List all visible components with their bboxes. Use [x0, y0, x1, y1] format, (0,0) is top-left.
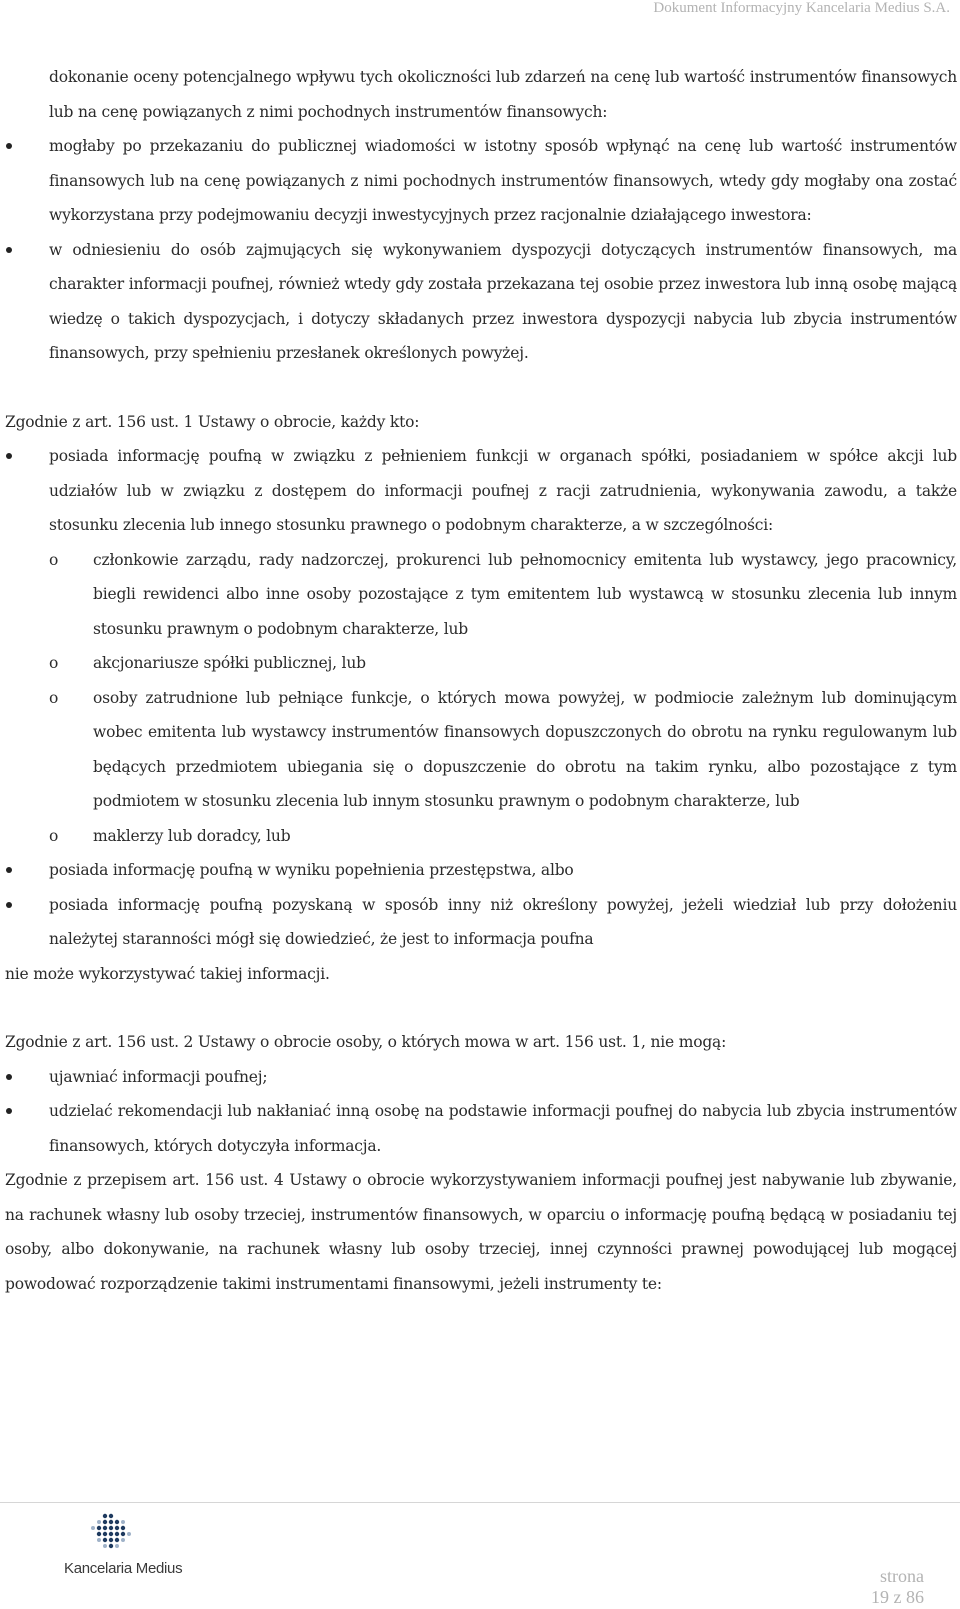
logo-text: Kancelaria Medius: [64, 1560, 183, 1577]
paragraph: Zgodnie z art. 156 ust. 2 Ustawy o obrocie osoby, o których mowa w art. 156 ust. 1, nie mogą:: [5, 1033, 727, 1051]
bullet-item: w odniesieniu do osób zajmujących się wykonywaniem dyspozycji dotyczących instrumentów finansowych, ma charakter informacji poufnej, również wtedy gdy została przekazana tej osobie przez inwestora lub inną osobę mającą wiedzę o takich dyspozycjach, i dotyczy składanych przez inwestora dyspozycji nabycia lub zbycia instrumentów finansowych, przy spełnieniu przesłanek określonych powyżej.: [5, 233, 957, 371]
bullet-item: posiada informację poufną w wyniku popełnienia przestępstwa, albo: [5, 853, 957, 888]
sub-item: o członkowie zarządu, rady nadzorczej, prokurenci lub pełnomocnicy emitenta lub wystawcy, jego pracownicy, biegli rewidenci albo inne osoby pozostające z tym emitentem lub wystawcą w stosunku zlecenia lub innym stosunku prawnym o podobnym charakterze, lub: [5, 543, 957, 647]
paragraph: nie może wykorzystywać takiej informacji.: [5, 964, 330, 983]
document-header: Dokument Informacyjny Kancelaria Medius S.A.: [653, 0, 950, 16]
paragraph: Zgodnie z przepisem art. 156 ust. 4 Ustawy o obrocie wykorzystywaniem informacji poufnej jest nabywanie lub zbywanie, na rachunek własny lub osoby trzeciej, instrumentów finansowych, w oparciu o informację poufną będącą w posiadaniu tej osoby, albo dokonywanie, na rachunek własny lub osoby trzeciej, innej czynności prawnej powodującej lub mogącej powodować rozporządzenie takimi instrumentami finansowymi, jeżeli instrumenty te:: [5, 1171, 957, 1293]
page-number: [871, 1566, 924, 1608]
page-word: strona: [880, 1566, 924, 1586]
document-body: [5, 60, 957, 1301]
sub-item: o maklerzy lub doradcy, lub: [5, 819, 957, 854]
footer-divider: [0, 1502, 960, 1503]
bullet-item: ujawniać informacji poufnej;: [5, 1060, 957, 1095]
bullet-item: udzielać rekomendacji lub nakłaniać inną osobę na podstawie informacji poufnej do nabycia lub zbycia instrumentów finansowych, których dotyczyła informacja.: [5, 1094, 957, 1163]
paragraph: Zgodnie z art. 156 ust. 1 Ustawy o obrocie, każdy kto:: [5, 412, 420, 431]
page-count: 19 z 86: [871, 1587, 924, 1607]
bullet-item: posiada informację poufną pozyskaną w sposób inny niż określony powyżej, jeżeli wiedział lub przy dołożeniu należytej staranności mógł się dowiedzieć, że jest to informacja poufna: [5, 888, 957, 957]
bullet-item: mogłaby po przekazaniu do publicznej wiadomości w istotny sposób wpłynąć na cenę lub wartość instrumentów finansowych lub na cenę powiązanych z nimi pochodnych instrumentów finansowych, wtedy gdy mogłaby ona zostać wykorzystana przy podejmowaniu decyzji inwestycyjnych przez racjonalnie działającego inwestora:: [5, 129, 957, 233]
bullet-item: posiada informację poufną w związku z pełnieniem funkcji w organach spółki, posiadaniem w spółce akcji lub udziałów lub w związku z dostępem do informacji poufnej z racji zatrudnienia, wykonywania zawodu, a także stosunku zlecenia lub innego stosunku prawnego o podobnym charakterze, a w szczególności:: [5, 439, 957, 543]
sub-item: o akcjonariusze spółki publicznej, lub: [5, 646, 957, 681]
paragraph: dokonanie oceny potencjalnego wpływu tych okoliczności lub zdarzeń na cenę lub wartość instrumentów finansowych lub na cenę powiązanych z nimi pochodnych instrumentów finansowych:: [49, 68, 957, 121]
sub-item: o osoby zatrudnione lub pełniące funkcje, o których mowa powyżej, w podmiocie zależnym lub dominującym wobec emitenta lub wystawcy instrumentów finansowych dopuszczonych do obrotu na rynku regulowanym lub będących przedmiotem ubiegania się o dopuszczenie do obrotu na takim rynku, albo pozostające z tym podmiotem w stosunku zlecenia lub innym stosunku prawnym o podobnym charakterze, lub: [5, 681, 957, 819]
kancelaria-medius-logo-icon: [60, 1508, 190, 1608]
